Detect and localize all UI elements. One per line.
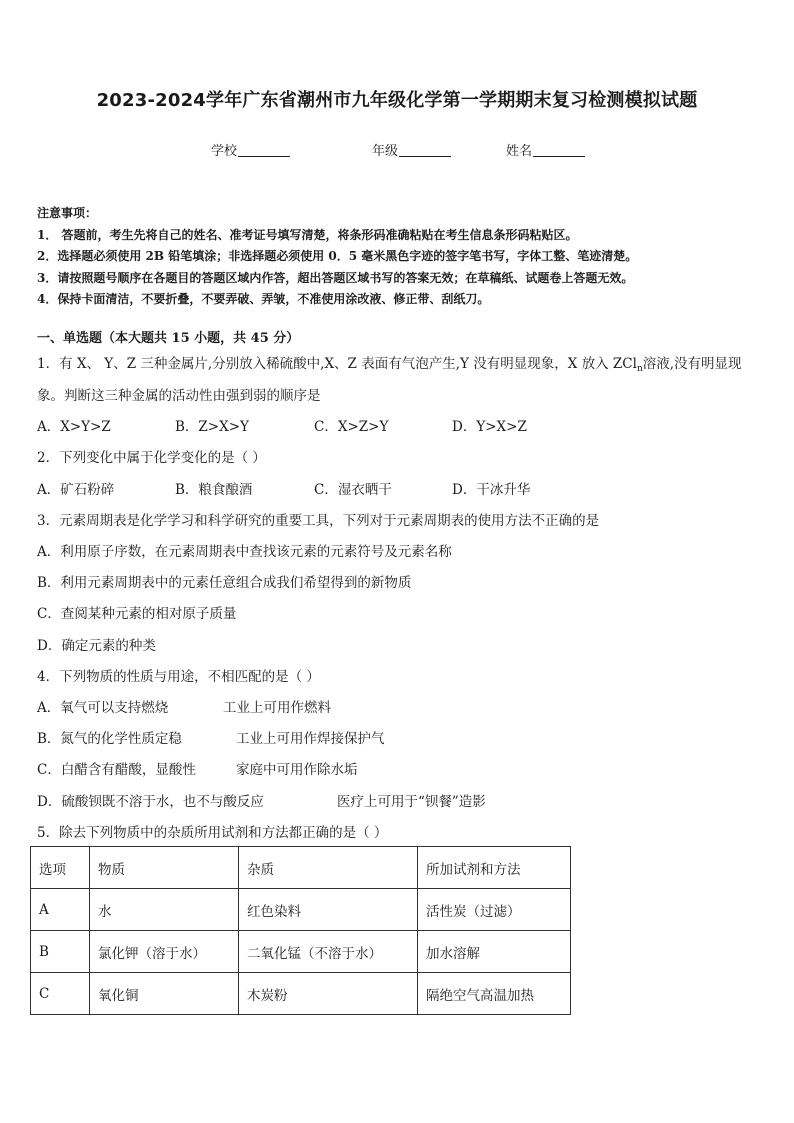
q1-stem-a: 1．有 X、 Y、Z 三种金属片,分别放入稀硫酸中,X、Z 表面有气泡产生,Y 没有明显现象，X 放入 ZCl xyxy=(37,356,637,372)
q3-option-b: B．利用元素周期表中的元素任意组合成我们希望得到的新物质 xyxy=(37,575,412,591)
school-label: 学校 xyxy=(211,144,238,159)
q1-stem-b: 溶液,没有明显现 xyxy=(642,356,742,372)
q4-option-b-property: B．氮气的化学性质定稳 xyxy=(37,731,182,747)
table-header-cell: 杂质 xyxy=(239,847,418,889)
table-header-cell: 所加试剂和方法 xyxy=(418,847,571,889)
table-cell: 红色染料 xyxy=(239,889,418,931)
q1-option-b: B．Z>X>Y xyxy=(175,419,249,435)
q3-option-a: A．利用原子序数，在元素周期表中查找该元素的元素符号及元素名称 xyxy=(37,544,452,560)
table-header-row xyxy=(31,847,571,889)
notes-block xyxy=(37,203,637,311)
q1-stem xyxy=(37,352,742,374)
q4-stem: 4．下列物质的性质与用途，不相匹配的是（ ） xyxy=(37,669,320,685)
q3-option-c: C．查阅某种元素的相对原子质量 xyxy=(37,606,237,622)
section-heading: 一、单选题（本大题共 15 小题，共 45 分） xyxy=(37,331,300,346)
q2-stem: 2．下列变化中属于化学变化的是（ ） xyxy=(37,450,266,466)
grade-field xyxy=(372,140,451,159)
table-cell: C xyxy=(31,973,90,1015)
table-cell: 氧化铜 xyxy=(90,973,239,1015)
q4-option-d-use: 医疗上可用于“钡餐”造影 xyxy=(337,794,486,810)
table-header-cell: 物质 xyxy=(90,847,239,889)
school-field xyxy=(211,140,290,159)
name-field xyxy=(506,140,585,159)
notes-heading: 注意事项： xyxy=(37,206,98,220)
q1-option-d: D．Y>X>Z xyxy=(452,419,527,435)
q4-option-b-use: 工业上可用作焊接保护气 xyxy=(236,731,385,747)
table-row xyxy=(31,973,571,1015)
table-cell: 氯化钾（溶于水） xyxy=(90,931,239,973)
q1-stem-sub: n xyxy=(636,364,643,374)
note-item: 1． 答题前，考生先将自己的姓名、准考证号填写清楚，将条形码准确粘贴在考生信息条形码粘贴区。 xyxy=(37,227,578,242)
table-cell: 活性炭（过滤） xyxy=(418,889,571,931)
note-item: 4．保持卡面清洁，不要折叠，不要弄破、弄皱，不准使用涂改液、修正带、刮纸刀。 xyxy=(37,292,490,306)
table-cell: B xyxy=(31,931,90,973)
grade-label: 年级 xyxy=(372,144,399,159)
note-item: 3．请按照题号顺序在各题目的答题区域内作答，超出答题区域书写的答案无效；在草稿纸、试题卷上答题无效。 xyxy=(37,270,634,285)
table-cell: 水 xyxy=(90,889,239,931)
q1-option-c: C．X>Z>Y xyxy=(314,419,389,435)
table-cell: 加水溶解 xyxy=(418,931,571,973)
exam-title: 2023-2024学年广东省潮州市九年级化学第一学期期末复习检测模拟试题 xyxy=(96,90,698,111)
q1-option-a: A．X>Y>Z xyxy=(37,419,111,435)
q4-option-a-property: A．氧气可以支持燃烧 xyxy=(37,700,169,716)
q4-option-a-use: 工业上可用作燃料 xyxy=(223,700,331,716)
q3-option-d: D．确定元素的种类 xyxy=(37,638,156,654)
table-cell: A xyxy=(31,889,90,931)
q4-option-c-use: 家庭中可用作除水垢 xyxy=(236,762,358,778)
q4-option-c-property: C．白醋含有醋酸，显酸性 xyxy=(37,762,196,778)
school-blank xyxy=(238,143,290,157)
q1-stem-2: 象。判断这三种金属的活动性由强到弱的顺序是 xyxy=(37,388,321,404)
q3-stem: 3．元素周期表是化学学习和科学研究的重要工具，下列对于元素周期表的使用方法不正确的是 xyxy=(37,513,600,529)
q2-option-c: C．湿衣晒干 xyxy=(314,482,392,498)
q4-option-d-property: D．硫酸钡既不溶于水，也不与酸反应 xyxy=(37,794,264,810)
table-header-cell: 选项 xyxy=(31,847,90,889)
table-row xyxy=(31,931,571,973)
grade-blank xyxy=(399,143,451,157)
note-item: 2．选择题必须使用 2B 铅笔填涂；非选择题必须使用 0．5 毫米黑色字迹的签字笔书写，字体工整、笔迹清楚。 xyxy=(37,249,638,263)
table-cell: 木炭粉 xyxy=(239,973,418,1015)
table-cell: 二氧化锰（不溶于水） xyxy=(239,931,418,973)
table-row xyxy=(31,889,571,931)
q5-table xyxy=(30,846,571,1015)
q2-option-b: B．粮食酿酒 xyxy=(175,482,253,498)
name-blank xyxy=(533,143,585,157)
q2-option-d: D．干冰升华 xyxy=(452,482,531,498)
q2-option-a: A．矿石粉碎 xyxy=(37,482,115,498)
name-label: 姓名 xyxy=(506,144,533,159)
table-cell: 隔绝空气高温加热 xyxy=(418,973,571,1015)
q5-stem: 5．除去下列物质中的杂质所用试剂和方法都正确的是（ ） xyxy=(37,825,388,841)
